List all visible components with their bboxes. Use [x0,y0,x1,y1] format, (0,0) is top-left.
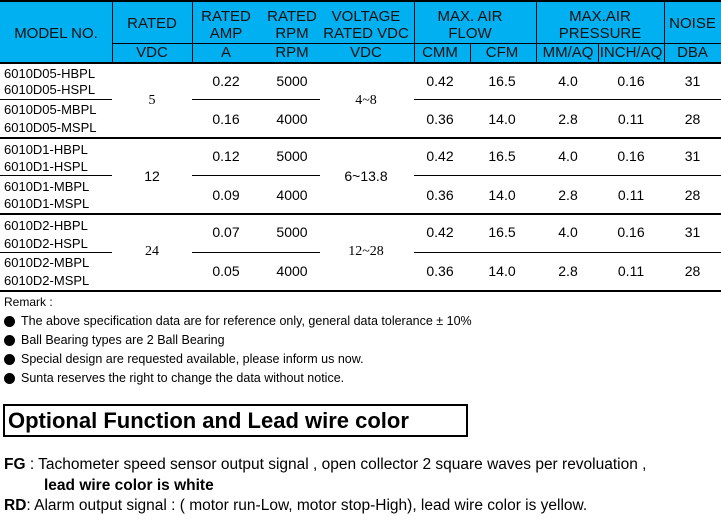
mmaq: 2.8 [558,111,578,127]
model-name: 6010D2-MBPL [4,255,90,270]
cfm: 14.0 [488,187,516,203]
cmm: 0.36 [426,263,454,279]
fg-bold-line [44,477,214,495]
remark-title: Remark : [4,295,53,309]
inchaq: 0.16 [617,73,645,89]
amp: 0.09 [212,187,240,203]
rpm: 5000 [276,148,308,164]
unit-cmm: CMM [422,44,458,61]
vr-1 [112,0,113,62]
header-pressure-top: MAX.AIR [569,8,631,25]
unit-rule [112,43,721,44]
row-rule [192,99,320,100]
fg-text: : Tachometer speed sensor output signal , open collector 2 square waves per revoluation , [25,456,647,473]
unit-mmaq: MM/AQ [542,44,594,61]
cmm: 0.42 [426,73,454,89]
rated-vdc: 12 [144,168,160,184]
rpm: 5000 [276,73,308,89]
header-bottom-rule [0,62,721,64]
bullet-icon [4,335,15,346]
amp: 0.22 [212,73,240,89]
header-voltage-top: VOLTAGE [331,8,401,25]
model-name: 6010D1-HSPL [4,159,88,174]
cfm: 16.5 [488,224,516,240]
voltage-range: 6~13.8 [344,168,388,184]
cmm: 0.36 [426,111,454,127]
unit-inchaq: INCH/AQ [599,44,663,61]
mmaq: 4.0 [558,224,578,240]
remark-note-text: The above specification data are for reference only, general data tolerance ± 10% [21,314,472,328]
remark-note-text: Special design are requested available, please inform us now. [21,352,364,366]
mmaq: 2.8 [558,263,578,279]
vr-3 [414,0,415,62]
cfm: 16.5 [488,73,516,89]
vr-7 [598,43,599,62]
header-rated-amp-mid: AMP [209,25,243,42]
header-airflow-top: MAX. AIR [437,8,503,25]
dba: 31 [684,148,701,164]
amp: 0.16 [212,111,240,127]
unit-voltage: VDC [350,44,382,61]
rd-label: RD [4,497,27,514]
optional-section-title: Optional Function and Lead wire color [3,404,468,437]
header-voltage-mid: RATED VDC [323,25,409,42]
rpm: 4000 [276,187,308,203]
inchaq: 0.16 [617,224,645,240]
amp: 0.12 [212,148,240,164]
bullet-icon [4,354,15,365]
cmm: 0.36 [426,187,454,203]
vr-2 [192,0,193,62]
rd-line [4,497,587,515]
dba: 31 [684,73,701,89]
rated-vdc: 24 [145,244,159,259]
rated-vdc: 5 [148,93,156,108]
header-rated-rpm-top: RATED [267,8,317,25]
group-rule [0,137,721,139]
remark-note [4,352,364,366]
unit-cfm: CFM [485,44,519,61]
dba: 31 [684,224,701,240]
fg-line [4,456,646,474]
mmaq: 2.8 [558,187,578,203]
inchaq: 0.11 [617,111,645,127]
cfm: 14.0 [488,263,516,279]
unit-rpm: RPM [275,44,309,61]
model-name: 6010D1-HBPL [4,142,88,157]
header-noise: NOISE [669,15,716,32]
unit-rated-vdc: VDC [136,44,168,61]
cfm: 14.0 [488,111,516,127]
rpm: 4000 [276,263,308,279]
fg-bold-text: lead wire color is white [44,477,214,494]
header-rated-amp-top: RATED [201,8,251,25]
model-name: 6010D05-MBPL [4,102,97,117]
header-model-no: MODEL NO. [14,25,98,42]
model-name: 6010D05-HSPL [4,82,96,97]
fg-label: FG [4,456,26,473]
vr-4 [536,0,537,62]
inchaq: 0.16 [617,148,645,164]
row-rule [414,99,721,100]
rd-text: : Alarm output signal : ( motor run-Low, motor stop-High), lead wire color is yellow. [26,497,588,514]
mmaq: 4.0 [558,148,578,164]
header-rated-vdc: RATED [127,15,177,32]
inchaq: 0.11 [617,187,645,203]
remark-note [4,333,225,347]
bullet-icon [4,373,15,384]
header-top-rule [0,0,721,2]
dba: 28 [684,111,701,127]
mmaq: 4.0 [558,73,578,89]
unit-amp: A [220,44,231,61]
row-rule [414,252,721,253]
model-name: 6010D2-MSPL [4,273,90,288]
header-airflow-mid: FLOW [448,25,492,42]
unit-dba: DBA [677,44,708,61]
remark-note-text: Sunta reserves the right to change the data without notice. [21,371,345,385]
inchaq: 0.11 [617,263,645,279]
model-name: 6010D05-HBPL [4,66,96,81]
vr-5 [664,0,665,62]
header-rated-rpm-mid: RPM [275,25,309,42]
voltage-range: 4~8 [355,93,377,108]
row-rule [192,252,320,253]
amp: 0.05 [212,263,240,279]
row-rule [192,175,320,176]
voltage-range: 12~28 [348,244,384,259]
rpm: 4000 [276,111,308,127]
group-rule [0,213,721,215]
dba: 28 [684,263,701,279]
dba: 28 [684,187,701,203]
rpm: 5000 [276,224,308,240]
vr-6 [470,43,471,62]
table-bottom-rule [0,290,721,292]
row-rule [414,175,721,176]
remark-note [4,314,472,328]
remark-note-text: Ball Bearing types are 2 Ball Bearing [21,333,225,347]
model-name: 6010D05-MSPL [4,120,97,135]
model-name: 6010D2-HBPL [4,218,88,233]
bullet-icon [4,316,15,327]
model-name: 6010D1-MBPL [4,179,90,194]
remark-note [4,371,344,385]
cfm: 16.5 [488,148,516,164]
model-name: 6010D2-HSPL [4,236,88,251]
cmm: 0.42 [426,148,454,164]
amp: 0.07 [212,224,240,240]
header-pressure-mid: PRESSURE [558,25,642,42]
model-name: 6010D1-MSPL [4,196,90,211]
cmm: 0.42 [426,224,454,240]
